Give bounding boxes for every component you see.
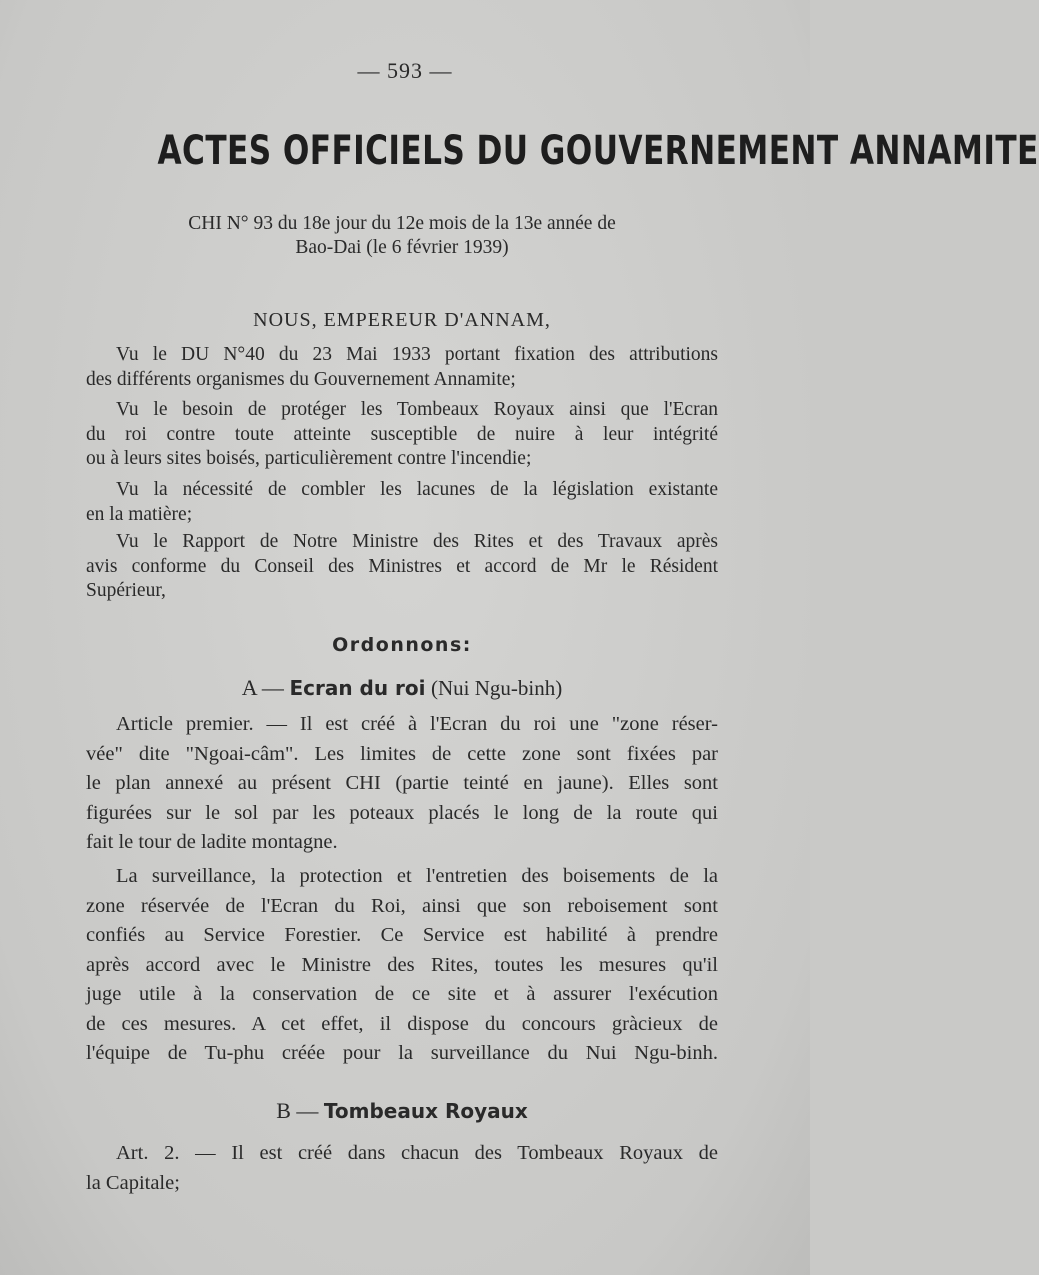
preamble-line: Vu le DU N°40 du 23 Mai 1933 portant fixation des attributions (116, 344, 718, 365)
section-a-prefix: A — (241, 675, 284, 700)
preamble-paragraph (86, 343, 718, 392)
article-2-line: la Capitale; (86, 1171, 180, 1194)
section-b-heading (86, 1098, 718, 1124)
preamble-line: en la matière; (86, 503, 193, 525)
preamble-paragraph (86, 478, 718, 527)
section-b-title: Tombeaux Royaux (323, 1099, 528, 1123)
preamble-paragraph (86, 398, 718, 472)
article-1 (86, 710, 718, 858)
article-1-line: zone réservée de l'Ecran du Roi, ainsi que son reboisement sont (86, 894, 718, 917)
article-1-line: vée" dite "Ngoai-câm". Les limites de cette zone sont fixées par (86, 742, 718, 765)
preamble-line: Vu le Rapport de Notre Ministre des Rites et des Travaux après (116, 531, 718, 552)
article-1-line: confiés au Service Forestier. Ce Service est habilité à prendre (86, 924, 718, 946)
ordonnons-heading: Ordonnons: (332, 634, 472, 656)
preamble-paragraph (86, 530, 718, 604)
section-a-heading (86, 675, 718, 701)
article-1-line: le plan annexé au présent CHI (partie teinté en jaune). Elles sont (86, 772, 718, 794)
article-1-line: figurées sur le sol par les poteaux placés le long de la route qui (86, 801, 718, 824)
preamble-line: avis conforme du Conseil des Ministres et accord de Mr le Résident (86, 555, 718, 577)
section-a-subtitle: (Nui Ngu-binh) (431, 676, 563, 700)
article-1-line: l'équipe de Tu-phu créée pour la surveillance du Nui Ngu-binh. (86, 1042, 718, 1064)
article-2 (86, 1139, 718, 1198)
preamble-line: Supérieur, (86, 580, 166, 601)
article-1-line: Article premier. — Il est créé à l'Ecran du roi une "zone réser- (116, 713, 718, 735)
article-2-line: Art. 2. — Il est créé dans chacun des Tombeaux Royaux de (116, 1142, 718, 1164)
article-1-line: juge utile à la conservation de ce site et à assurer l'exécution (86, 983, 718, 1005)
section-a-title: Ecran du roi (289, 676, 426, 700)
section-b-prefix: B — (276, 1098, 319, 1123)
article-1-line: après accord avec le Ministre des Rites, toutes les mesures qu'il (86, 953, 718, 976)
article-1-paragraph-2 (86, 862, 718, 1069)
emperor-heading: NOUS, EMPEREUR D'ANNAM, (253, 309, 551, 331)
chi-header (86, 212, 718, 260)
chi-header-line: Bao-Dai (le 6 février 1939) (295, 237, 509, 258)
preamble-line: Vu le besoin de protéger les Tombeaux Royaux ainsi que l'Ecran (116, 399, 718, 420)
page-number: — 593 — (357, 58, 453, 83)
article-1-line: La surveillance, la protection et l'entretien des boisements de la (116, 865, 718, 887)
preamble-line: du roi contre toute atteinte susceptible de nuire à leur intégrité (86, 423, 718, 445)
chi-header-line: CHI N° 93 du 18e jour du 12e mois de la 13e année de (188, 213, 616, 234)
article-1-line: fait le tour de ladite montagne. (86, 831, 338, 853)
preamble-line: ou à leurs sites boisés, particulièrement contre l'incendie; (86, 448, 532, 469)
preamble-line: Vu la nécessité de combler les lacunes de la législation existante (116, 479, 718, 500)
preamble-line: des différents organismes du Gouvernement Annamite; (86, 368, 516, 390)
article-1-line: de ces mesures. A cet effet, il dispose du concours gràcieux de (86, 1012, 718, 1035)
page-title: ACTES OFFICIELS DU GOUVERNEMENT ANNAMITE (157, 128, 1039, 174)
